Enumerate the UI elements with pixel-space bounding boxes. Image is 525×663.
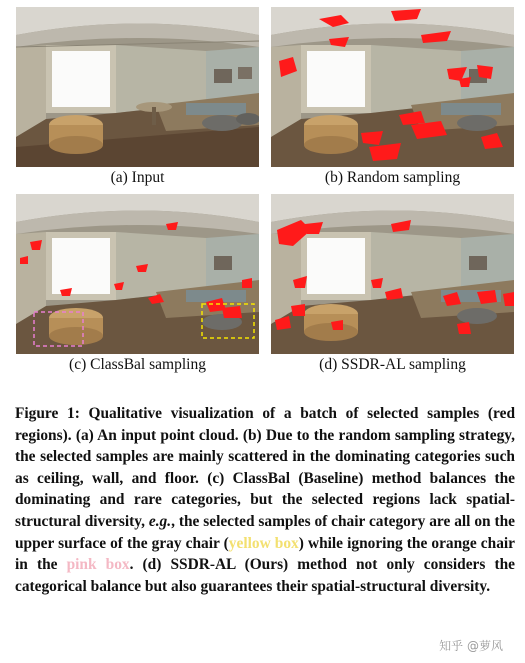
panel-caption-c: (c) ClassBal sampling <box>69 356 206 373</box>
scene-base <box>16 7 259 167</box>
scene-render <box>16 194 259 354</box>
scene-render <box>271 7 514 167</box>
scene-base <box>271 7 514 167</box>
panel-input-image <box>16 7 259 167</box>
figure-caption <box>15 403 515 597</box>
watermark: 知乎 @萝风 <box>435 636 507 655</box>
scene-render <box>271 194 514 354</box>
caption-part-3: ) while ignoring the orange chair in the <box>15 534 515 574</box>
panel-random-sampling-image <box>271 7 514 167</box>
scene-base <box>16 194 259 354</box>
scene-render <box>16 7 259 167</box>
caption-part-1: Figure 1: Qualitative visualization of a batch of selected samples (red regions). (a) An input point cloud. (b) Due to the random sampling strategy, the selected samples are mainly scattered in the dominating categories such as ceiling, wall, and floor. (c) ClassBal (Baseline) method balances the dominating and rare categories, but the selected regions lack spatial-structural diversity, <box>15 405 515 530</box>
panel-caption-a: (a) Input <box>110 169 165 186</box>
panel-caption-b: (b) Random sampling <box>324 169 461 186</box>
caption-part-4: . (d) SSDR-AL (Ours) method not only considers the categorical balance but also guarantees their spatial-structural diversity. <box>15 556 515 595</box>
panel-caption-d: (d) SSDR-AL sampling <box>319 356 466 373</box>
scene-base <box>271 194 514 354</box>
caption-pink-box-ref: pink box <box>66 556 130 574</box>
caption-yellow-box-ref: yellow box <box>228 534 299 552</box>
caption-part-2: , the selected samples of chair category are all on the upper surface of the gray chair ( <box>15 512 515 552</box>
caption-eg: e.g. <box>148 512 172 530</box>
panel-classbal-image <box>16 194 259 354</box>
panel-ssdr-al-image <box>271 194 514 354</box>
